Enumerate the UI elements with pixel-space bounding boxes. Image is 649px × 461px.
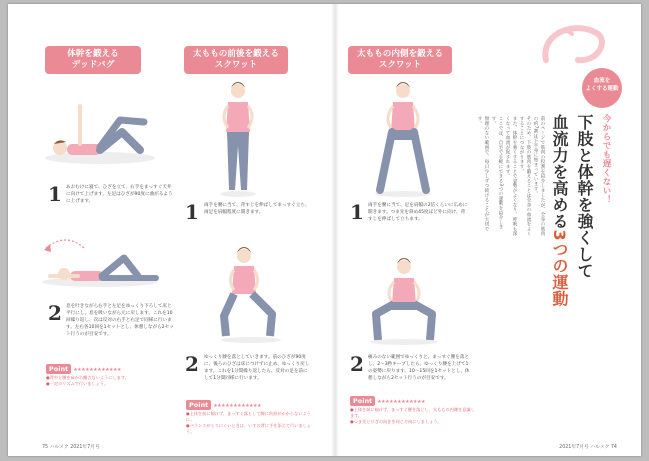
decorative-stars: ★★★★★★★★★★★★ <box>73 367 121 373</box>
step-1-number-col2: 1 <box>185 200 199 224</box>
page-gutter <box>331 4 339 456</box>
point-line: ●上体を前に傾けず、まっすぐ落として腰に負担がかからないように。 <box>186 411 311 422</box>
magazine-spread <box>8 4 641 456</box>
section-title-front-squat: 太ももの前後を鍛える スクワット <box>184 46 288 74</box>
main-title-accent: 3つの運動 <box>550 229 569 308</box>
main-title-line2-wrap <box>548 114 571 307</box>
body-column-3: また、体幹を強くすることで姿勢がよくなり、呼吸も深くなって血流が促されます。 <box>505 116 517 236</box>
section-title-deadbug: 体幹を鍛える デッドバグ <box>45 46 141 74</box>
step-1-text-col1: あおむけに寝て、ひざを立て、右手をまっすぐ天井に向けて上げます。左足はひざが90度に曲がるように上げます。 <box>66 185 173 204</box>
point-label: Point <box>350 396 375 406</box>
body-column-1: 前のページで筋肉の役割を紹介しましたが、全身の筋肉の約7割は下半身に集まっています。 <box>533 116 545 236</box>
step-1-number-col3: 1 <box>350 200 364 224</box>
section-title-inner-squat: 太ももの内側を鍛える スクワット <box>348 46 452 74</box>
wide-stance-woman-illustration-1 <box>368 80 438 198</box>
body-column-2: そのため、下肢の筋肉を鍛えることは全身の血流をよくすることにつながります。 <box>519 116 531 236</box>
step-2-text-col2: ゆっくり腰を落としていきます。前のひざが90度に、後ろのひざは床につけずに止め、ゆっくり戻します。これを1分間繰り返したら、反対の足を前にして1分間同様に行います。 <box>204 355 310 381</box>
main-title-line2: 血流力を高める <box>550 114 569 230</box>
point-line: ●上体を前に傾けず、まっすぐ腰を落とし、太ももの内側を意識します。 <box>350 407 475 418</box>
step-1-number-col1: 1 <box>48 182 62 206</box>
point-label: Point <box>186 400 211 410</box>
step-1-text-col3: 両手を腰に当て、足を肩幅の2倍くらいに広めに開きます。つま先を斜め45度ほど外に向け、背すじを伸ばして立ちます。 <box>368 203 468 222</box>
standing-woman-illustration-col2 <box>213 80 263 198</box>
kicker-text: 今からでも遅くない！ <box>601 114 611 204</box>
point-line: ●背中と腰を床から離さないようにします。 <box>46 375 129 380</box>
lunge-woman-illustration <box>216 244 286 344</box>
decorative-stars: ★★★★★★★★★★★★ <box>377 399 425 405</box>
left-page-folio: 75 ハルメク 2021年7月号 <box>42 445 100 450</box>
wide-stance-woman-illustration-2 <box>364 256 444 346</box>
point-line: ●バランスがとりにくいときは、いすの背に手を添えて行いましょう。 <box>186 423 311 434</box>
body-column-4: ここでは、自宅で手軽にできる3つの運動を紹介します。 <box>491 116 503 230</box>
deadbug-illustration-2 <box>38 236 162 296</box>
step-1-text-col2: 両手を腰に当て、背すじを伸ばしてまっすぐ立ち、両足を肩幅程度に開きます。 <box>204 203 310 215</box>
right-page-folio: 2021年7月号 ハルメク 74 <box>559 445 617 450</box>
point-box-col3 <box>350 388 478 425</box>
point-line: ●つま先とひざの向きを同じ方向にしましょう。 <box>350 419 442 424</box>
point-box-col1 <box>46 356 166 387</box>
step-2-number-col1: 2 <box>48 301 62 325</box>
point-box-col2 <box>186 392 316 435</box>
step-2-number-col3: 2 <box>350 352 364 376</box>
point-line: ●一定のリズムで行いましょう。 <box>46 381 109 386</box>
body-column-5: 無理のない範囲で、毎日少しずつ続けることが大切です。 <box>477 116 489 232</box>
step-2-text-col3: 痛みのない範囲でゆっくりと、まっすぐ腰を落とし、2〜3秒キープしたら、ゆっくり腰を上げて1の姿勢に戻ります。10〜15回を1セットとし、休憩しながら2セット行うのが目安です。 <box>368 355 470 381</box>
step-2-text-col1: 息を吐きながら右手と左足をゆっくり下ろして床と平行にし、息を吸いながら元に戻します。これを10回繰り返し、次は反対の右手と右足で同様に行います。左右各10回を1セットとし、休憩しながら2セット行うのが目安です。 <box>66 304 174 337</box>
step-2-number-col2: 2 <box>185 352 199 376</box>
deadbug-illustration-1 <box>40 92 160 172</box>
main-title-line1: 下肢と体幹を強くして <box>575 114 594 279</box>
point-label: Point <box>46 364 71 374</box>
category-badge-text: 血流を よくする運動 <box>585 78 619 92</box>
decorative-stars: ★★★★★★★★★★★★ <box>213 403 261 409</box>
